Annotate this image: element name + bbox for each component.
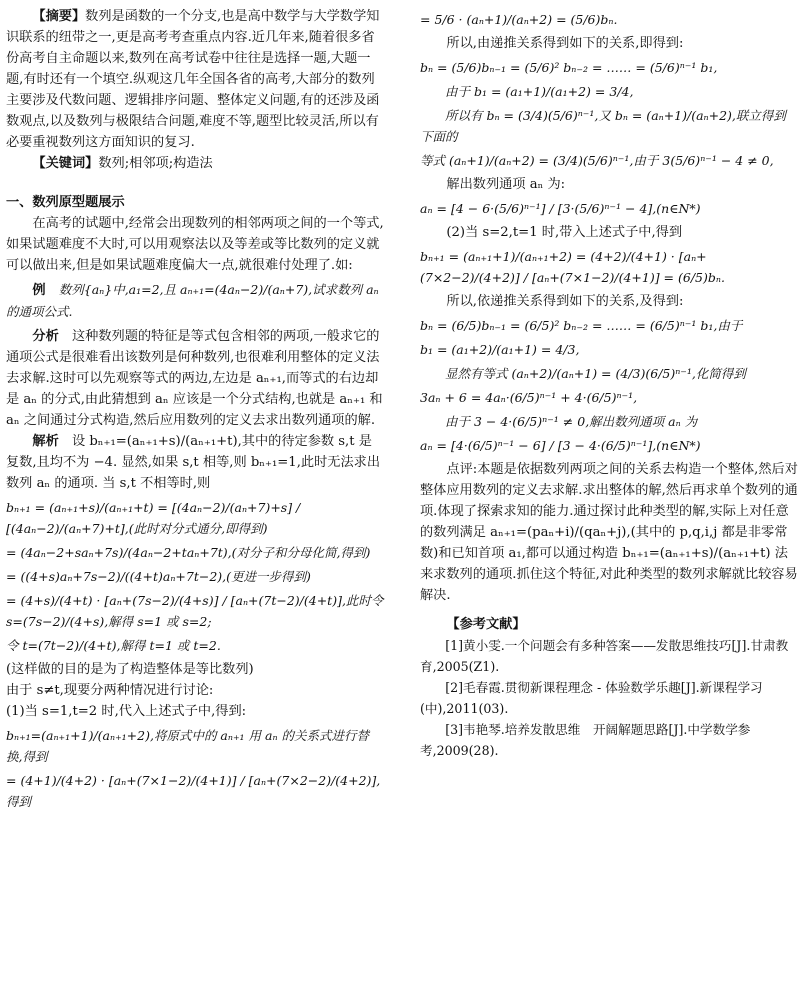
text-2: 解出数列通项 aₙ 为: xyxy=(446,177,566,192)
solution-text: 设 bₙ₊₁=(aₙ₊₁+s)/(aₙ₊₁+t),其中的待定参数 s,t 是复数,且均不为 −4. 显然,如果 s,t 相等,则 bₙ₊₁=1,此时无法求出数列 aₙ 的通项. 当 s,t 不相等时,则 xyxy=(6,434,381,491)
equation-5: 令 t=(7t−2)/(4+t),解得 t=1 或 t=2. xyxy=(6,638,221,653)
equation-10: 由于 b₁ = (a₁+1)/(a₁+2) = 3/4, xyxy=(445,84,634,99)
equation-16: b₁ = (a₁+2)/(a₁+1) = 4/3, xyxy=(420,342,580,357)
case-2: (2)当 s=2,t=1 时,带入上述式子中,得到 xyxy=(446,225,683,240)
abstract-text: 数列是函数的一个分支,也是高中数学与大学数学知识联系的纽带之一,更是高考考查重点内容.近几年来,随着很多省份高考自主命题以来,数列在高考试卷中往往是选择一题,大题一题,有时还有一个填空.纵观这几年全国各省的高考,大部分的数列主要涉及代数问题、逻辑排序问题、整体定义问题,有的还涉及函数观点,以及数列与极限结合问题,难度不等,题型比较灵活,所以有必要重视数列这方面知识的复习. xyxy=(6,9,380,150)
left-column xyxy=(6,6,384,815)
equation-8: = 5/6 · (aₙ+1)/(aₙ+2) = (5/6)bₙ. xyxy=(420,12,618,27)
case-1: (1)当 s=1,t=2 时,代入上述式子中,得到: xyxy=(6,704,247,719)
equation-11: 所以有 bₙ = (3/4)(5/6)ⁿ⁻¹,又 bₙ = (aₙ+1)/(aₙ+2),联立得到下面的 xyxy=(420,108,786,144)
equation-2: = (4aₙ−2+saₙ+7s)/(4aₙ−2+taₙ+7t),(对分子和分母化简,得到) xyxy=(6,545,371,560)
equation-3: = ((4+s)aₙ+7s−2)/((4+t)aₙ+7t−2),(更进一步得到) xyxy=(6,569,311,584)
analysis xyxy=(6,326,384,431)
analysis-label: 分析 xyxy=(32,329,59,344)
references-title: 【参考文献】 xyxy=(446,617,526,632)
equation-19: 由于 3 − 4·(6/5)ⁿ⁻¹ ≠ 0,解出数列通项 aₙ 为 xyxy=(445,414,698,429)
equation-18: 3aₙ + 6 = 4aₙ·(6/5)ⁿ⁻¹ + 4·(6/5)ⁿ⁻¹, xyxy=(420,390,638,405)
abstract-label: 【摘要】 xyxy=(32,9,86,24)
equation-9: bₙ = (5/6)bₙ₋₁ = (5/6)² bₙ₋₂ = …… = (5/6)ⁿ⁻¹ b₁, xyxy=(420,60,718,75)
equation-14: bₙ₊₁ = (aₙ₊₁+1)/(aₙ₊₁+2) = (4+2)/(4+1) · [aₙ+(7×2−2)/(4+2)] / [aₙ+(7×1−2)/(4+1)] = (6/5)bₙ. xyxy=(420,249,725,285)
discussion: 由于 s≠t,现要分两种情况进行讨论: xyxy=(6,683,214,698)
equation-15: bₙ = (6/5)bₙ₋₁ = (6/5)² bₙ₋₂ = …… = (6/5)ⁿ⁻¹ b₁,由于 xyxy=(420,318,743,333)
reference-item: [2]毛春霞.贯彻新课程理念 - 体验数学乐趣[J].新课程学习(中),2011(03). xyxy=(420,680,763,716)
intro-paragraph: 在高考的试题中,经常会出现数列的相邻两项之间的一个等式,如果试题难度不大时,可以用观察法以及等差或等比数列的定义就可以做出来,但是如果试题难度偏大一点,就很难付处理了.如: xyxy=(6,216,384,273)
text-1: 所以,由递推关系得到如下的关系,即得到: xyxy=(446,36,684,51)
section-title: 一、数列原型题展示 xyxy=(6,195,125,210)
equation-12: 等式 (aₙ+1)/(aₙ+2) = (3/4)(5/6)ⁿ⁻¹,由于 3(5/6)ⁿ⁻¹ − 4 ≠ 0, xyxy=(420,153,774,168)
example-label: 例 xyxy=(32,283,46,298)
comment: 点评:本题是依据数列两项之间的关系去构造一个整体,然后对整体应用数列的定义去求解.求出整体的解,然后再求单个数列的通项.体现了探索求知的能力.通过探讨此种类型的解,实际上对任意的数列满足 aₙ₊₁=(paₙ+i)/(qaₙ+j),(其中的 p,q,i,j 都是非零常数)和已知首项 a₁,都可以通过构造 bₙ₊₁=(aₙ₊₁+s)/(aₙ₊₁+t) 法来求数列的通项.抓住这个特征,对此种类型的数列求解就比较容易解决. xyxy=(420,462,798,603)
keywords-label: 【关键词】 xyxy=(32,156,99,171)
example xyxy=(6,279,384,323)
reference-item: [3]韦艳琴.培养发散思维 开阔解题思路[J].中学数学参考,2009(28). xyxy=(420,722,751,758)
equation-20: aₙ = [4·(6/5)ⁿ⁻¹ − 6] / [3 − 4·(6/5)ⁿ⁻¹],(n∈N*) xyxy=(420,438,701,453)
example-text: 数列{aₙ}中,a₁=2,且 aₙ₊₁=(4aₙ−2)/(aₙ+7),试求数列 aₙ 的通项公式. xyxy=(6,282,379,319)
equation-13: aₙ = [4 − 6·(5/6)ⁿ⁻¹] / [3·(5/6)ⁿ⁻¹ − 4],(n∈N*) xyxy=(420,201,701,216)
equation-1: bₙ₊₁ = (aₙ₊₁+s)/(aₙ₊₁+t) = [(4aₙ−2)/(aₙ+7)+s] / [(4aₙ−2)/(aₙ+7)+t],(此时对分式通分,即得到) xyxy=(6,500,301,536)
analysis-text: 这种数列题的特征是等式包含相邻的两项,一般求它的通项公式是很难看出该数列是何种数列,也很难利用整体的定义法去求解.这时可以先观察等式的两边,左边是 aₙ₊₁,而等式的右边却是 aₙ 的分式,由此猜想到 aₙ 应该是一个分式结构,也就是 aₙ₊₁ 和 aₙ 之间通过分式构造,然后应用数列的定义去求出数列通项的解. xyxy=(6,329,383,428)
right-column xyxy=(420,6,798,761)
equation-6: bₙ₊₁=(aₙ₊₁+1)/(aₙ₊₁+2),将原式中的 aₙ₊₁ 用 aₙ 的关系式进行替换,得到 xyxy=(6,728,369,764)
text-3: 所以,依递推关系得到如下的关系,及得到: xyxy=(446,294,684,309)
equation-7: = (4+1)/(4+2) · [aₙ+(7×1−2)/(4+1)] / [aₙ+(7×2−2)/(4+2)],得到 xyxy=(6,773,381,809)
abstract xyxy=(6,6,384,153)
equation-4: = (4+s)/(4+t) · [aₙ+(7s−2)/(4+s)] / [aₙ+(7t−2)/(4+t)],此时令 s=(7s−2)/(4+s),解得 s=1 或 s=2; xyxy=(6,593,384,629)
solution-label: 解析 xyxy=(32,434,59,449)
equation-17: 显然有等式 (aₙ+2)/(aₙ+1) = (4/3)(6/5)ⁿ⁻¹,化简得到 xyxy=(445,366,746,381)
keywords-text: 数列;相邻项;构造法 xyxy=(98,156,213,171)
solution xyxy=(6,431,384,494)
reference-item: [1]黄小雯.一个问题会有多种答案——发散思维技巧[J].甘肃教育,2005(Z1). xyxy=(420,638,789,674)
note: (这样做的目的是为了构造整体是等比数列) xyxy=(6,662,254,677)
keywords xyxy=(6,153,384,174)
